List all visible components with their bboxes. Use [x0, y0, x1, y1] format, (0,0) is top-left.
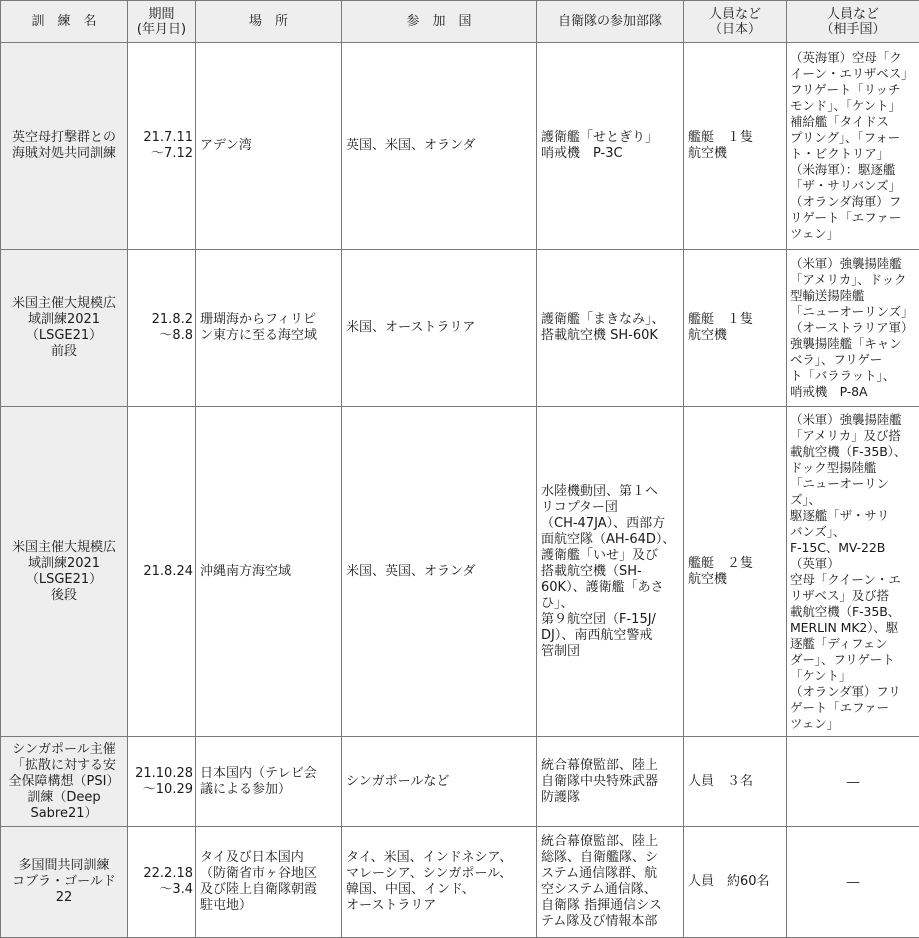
personnel-partner: （米軍）強襲揚陸艦 「アメリカ」、ドック 型輸送揚陸艦 「ニューオーリンズ」 （オーストラリア軍） 強襲揚陸艦「キャン ベラ」、フリゲー ト「バララット」、 哨戒機 P-8A — [787, 250, 919, 407]
personnel-partner: （英海軍）空母「ク イーン・エリザベス」 フリゲート「リッチ モンド」、「ケント」 補給艦「タイドス プリング」、「フォー ト・ビクトリア」 （米海軍）：駆逐艦 「ザ・サリバンズ」 （オランダ海軍）フ リゲート「エファー ツェン」 — [787, 43, 919, 250]
participating-countries: 英国、米国、オランダ — [342, 43, 537, 250]
participating-countries: シンガポールなど — [342, 737, 537, 827]
personnel-partner: （米軍）強襲揚陸艦 「アメリカ」及び搭 載航空機（F-35B）、 ドック型揚陸艦 「ニューオーリンズ」、 駆逐艦「ザ・サリ バンズ」、 F-15C、MV-22B （英軍） 空母「クイーン・エ リザベス」及び搭 載航空機（F-35B、 MERLIN MK2）、駆 逐艦「ディフェン ダー」、フリゲート 「ケント」 （オランダ軍）フリ ゲート「エファー ツェン」 — [787, 407, 919, 737]
participating-countries: 米国、オーストラリア — [342, 250, 537, 407]
participating-countries: 米国、英国、オランダ — [342, 407, 537, 737]
sdf-units: 統合幕僚監部、陸上 自衛隊中央特殊武器 防護隊 — [537, 737, 684, 827]
training-location: 沖縄南方海空域 — [196, 407, 342, 737]
training-location: 日本国内（テレビ会 議による参加） — [196, 737, 342, 827]
header-location: 場 所 — [196, 1, 342, 43]
header-countries: 参 加 国 — [342, 1, 537, 43]
personnel-japan: 艦艇 １隻 航空機 — [684, 43, 787, 250]
training-period: 21.8.24 — [128, 407, 196, 737]
participating-countries: タイ、米国、インドネシア、 マレーシア、シンガポール、 韓国、中国、インド、 オーストラリア — [342, 827, 537, 938]
sdf-units: 統合幕僚監部、陸上 総隊、自衛艦隊、シ ステム通信隊群、航 空システム通信隊、 自衛隊 指揮通信シス テム隊及び情報本部 — [537, 827, 684, 938]
header-personnel-japan: 人員など （日本） — [684, 1, 787, 43]
training-period: 21.8.2 ～8.8 — [128, 250, 196, 407]
sdf-units: 護衛艦「まきなみ」、 搭載航空機 SH-60K — [537, 250, 684, 407]
table-row — [1, 827, 919, 938]
table-row — [1, 407, 919, 737]
header-row — [1, 1, 919, 43]
training-location: タイ及び日本国内 （防衛省市ヶ谷地区 及び陸上自衛隊朝霞 駐屯地） — [196, 827, 342, 938]
personnel-japan: 艦艇 １隻 航空機 — [684, 250, 787, 407]
header-personnel-partner: 人員など （相手国） — [787, 1, 919, 43]
training-period: 21.10.28 ～10.29 — [128, 737, 196, 827]
table-row — [1, 43, 919, 250]
training-period: 22.2.18 ～3.4 — [128, 827, 196, 938]
training-name: 英空母打撃群との 海賊対処共同訓練 — [1, 43, 128, 250]
sdf-units: 水陸機動団、第１ヘ リコプター団 （CH-47JA）、西部方 面航空隊（AH-64D）、 護衛艦「いせ」及び 搭載航空機（SH- 60K）、護衛艦「あさ ひ」、 第９航空団（F-15J/ DJ）、南西航空警戒 管制団 — [537, 407, 684, 737]
training-location: アデン湾 — [196, 43, 342, 250]
personnel-japan: 人員 ３名 — [684, 737, 787, 827]
header-units: 自衛隊の参加部隊 — [537, 1, 684, 43]
personnel-japan: 艦艇 ２隻 航空機 — [684, 407, 787, 737]
training-name: 米国主催大規模広 域訓練2021 （LSGE21） 後段 — [1, 407, 128, 737]
training-period: 21.7.11 ～7.12 — [128, 43, 196, 250]
personnel-partner: ― — [787, 827, 919, 938]
personnel-partner: ― — [787, 737, 919, 827]
header-period: 期間 (年月日) — [128, 1, 196, 43]
sdf-units: 護衛艦「せとぎり」 哨戒機 P-3C — [537, 43, 684, 250]
table-row — [1, 737, 919, 827]
training-name: 多国間共同訓練 コブラ・ゴールド22 — [1, 827, 128, 938]
header-name: 訓 練 名 — [1, 1, 128, 43]
training-location: 珊瑚海からフィリピ ン東方に至る海空域 — [196, 250, 342, 407]
table-row — [1, 250, 919, 407]
personnel-japan: 人員 約60名 — [684, 827, 787, 938]
training-name: 米国主催大規模広 域訓練2021 （LSGE21） 前段 — [1, 250, 128, 407]
training-name: シンガポール主催 「拡散に対する安 全保障構想（PSI） 訓練（Deep Sabre21） — [1, 737, 128, 827]
